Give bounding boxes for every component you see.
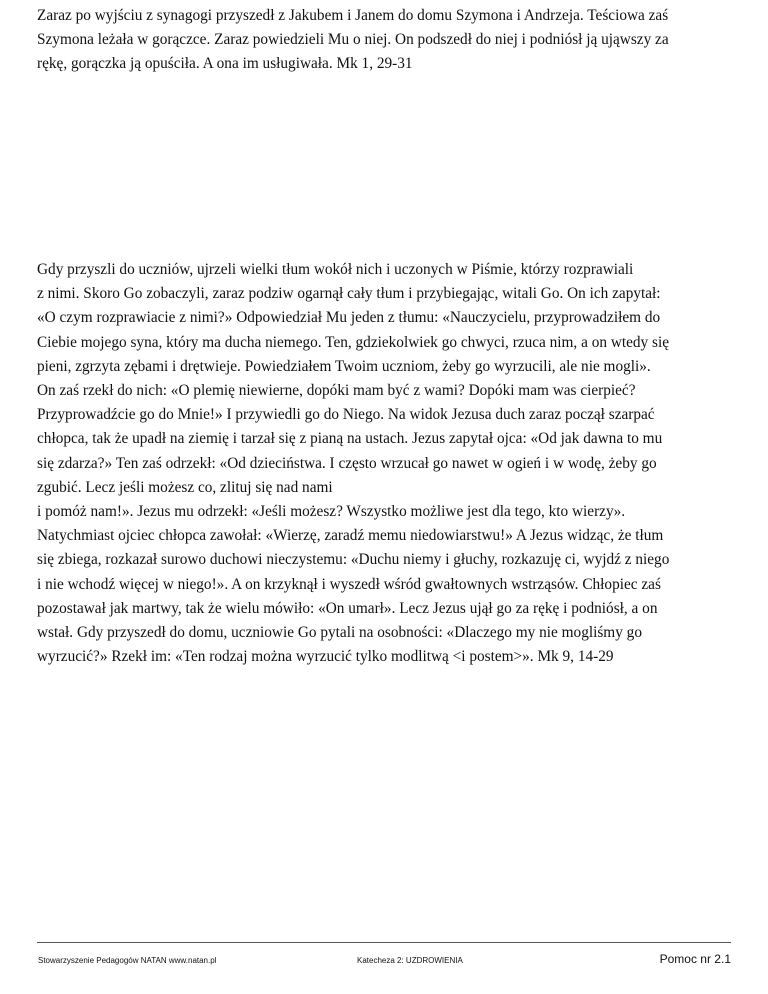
text-line: Gdy przyszli do uczniów, ujrzeli wielki tłum wokół nich i uczonych w Piśmie, którzy rozprawiali [37, 261, 634, 278]
footer-page-number: Pomoc nr 2.1 [659, 952, 731, 966]
text-line: Zaraz po wyjściu z synagogi przyszedł z Jakubem i Janem do domu Szymona i Andrzeja. Teściowa zaś [37, 7, 669, 24]
text-line: chłopca, tak że upadł na ziemię i tarzał się z pianą na ustach. Jezus zapytał ojca: «Od jak dawna to mu [37, 430, 663, 448]
text-line: wstał. Gdy przyszedł do domu, uczniowie Go pytali na osobności: «Dlaczego my nie mogliśmy go [37, 624, 642, 642]
text-line: «O czym rozprawiacie z nimi?» Odpowiedział Mu jeden z tłumu: «Nauczycielu, przyprowadziłem do [37, 309, 661, 327]
paragraph-healing-possessed-boy [37, 258, 737, 669]
footer-organization: Stowarzyszenie Pedagogów NATAN www.natan.pl [38, 956, 217, 965]
text-line: i pomóż nam!». Jezus mu odrzekł: «Jeśli możesz? Wszystko możliwe jest dla tego, kto wierzy». [37, 503, 626, 521]
footer-lesson-title: Katecheza 2: UZDROWIENIA [357, 956, 463, 965]
page-footer [37, 942, 731, 973]
text-line: z nimi. Skoro Go zobaczyli, zaraz podziw ogarnął cały tłum i przybiegając, witali Go. On ich zapytał: [37, 285, 661, 303]
text-line: się zbiega, rozkazał surowo duchowi nieczystemu: «Duchu niemy i głuchy, rozkazuję ci, wyjdź z niego [37, 551, 670, 569]
text-line: i nie wchodź więcej w niego!». A on krzyknął i wyszedł wśród gwałtownych wstrząsów. Chłopiec zaś [37, 575, 661, 593]
text-line: Szymona leżała w gorączce. Zaraz powiedzieli Mu o niej. On podszedł do niej i podniósł ją ująwszy za [37, 31, 669, 49]
text-line: rękę, gorączka ją opuściła. A ona im usługiwała. Mk 1, 29-31 [37, 55, 413, 73]
text-line: zgubić. Lecz jeśli możesz co, zlituj się nad nami [37, 478, 333, 496]
text-line: się zdarza?» Ten zaś odrzekł: «Od dzieciństwa. I często wrzucał go nawet w ogień i w wodę, żeby go [37, 454, 657, 472]
text-line: On zaś rzekł do nich: «O plemię niewierne, dopóki mam być z wami? Dopóki mam was cierpieć? [37, 382, 636, 400]
text-line: pieni, zgrzyta zębami i drętwieje. Powiedziałem Twoim uczniom, żeby go wyrzucili, ale nie mogli». [37, 357, 651, 375]
text-line: wyrzucić?» Rzekł im: «Ten rodzaj można wyrzucić tylko modlitwą <i postem>». Mk 9, 14-29 [37, 648, 614, 666]
paragraph-healing-mother-in-law [37, 4, 737, 77]
text-line: Ciebie mojego syna, który ma ducha niemego. Ten, gdziekolwiek go chwyci, rzuca nim, a on wtedy się [37, 333, 670, 351]
text-line: Przyprowadźcie go do Mnie!» I przywiedli go do Niego. Na widok Jezusa duch zaraz począł szarpać [37, 406, 655, 424]
text-line: Natychmiast ojciec chłopca zawołał: «Wierzę, zaradź memu niedowiarstwu!» A Jezus widząc, że tłum [37, 527, 664, 545]
text-line: pozostawał jak martwy, tak że wielu mówiło: «On umarł». Lecz Jezus ujął go za rękę i podniósł, a on [37, 599, 658, 617]
